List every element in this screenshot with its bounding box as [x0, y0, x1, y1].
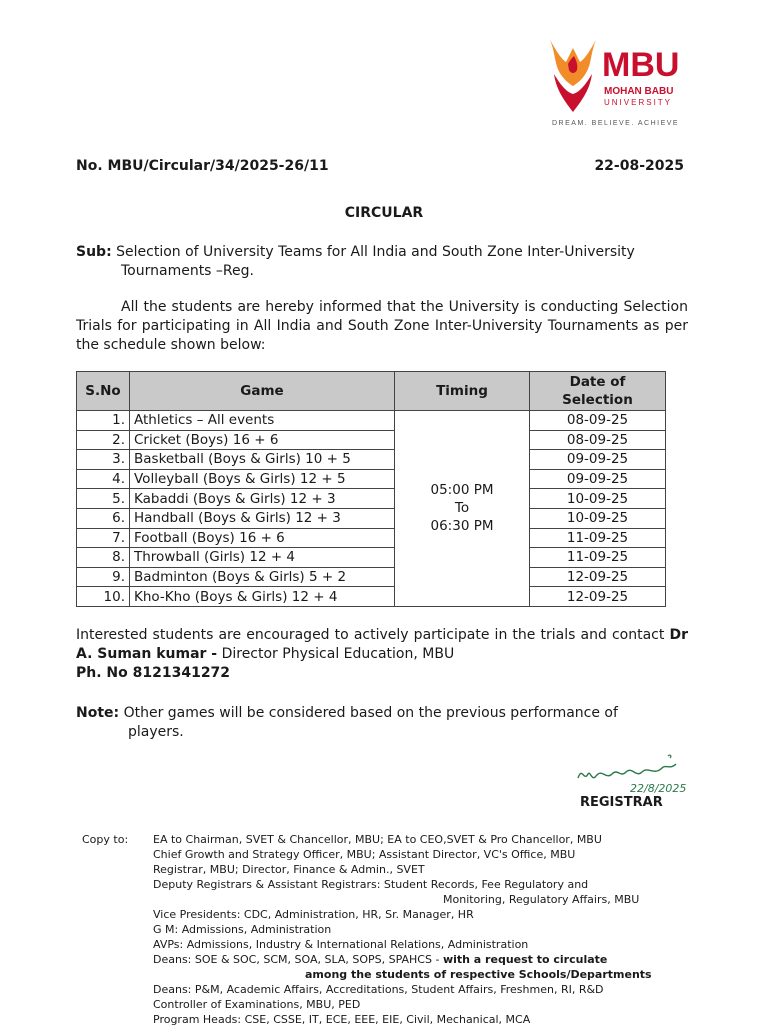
row-date: 08-09-25 [530, 411, 666, 431]
row-game: Kho-Kho (Boys & Girls) 12 + 4 [130, 587, 395, 607]
table-row [77, 508, 666, 528]
row-sno: 4. [77, 469, 130, 489]
table-row [77, 528, 666, 548]
table-row [77, 548, 666, 568]
list-item: G M: Admissions, Administration [153, 923, 332, 936]
subject-line2: Tournaments –Reg. [121, 263, 254, 279]
header-date-line2: Selection [562, 392, 633, 408]
header-timing: Timing [395, 372, 530, 411]
list-item-emphasis: with a request to circulate [442, 953, 608, 966]
row-sno: 3. [77, 450, 130, 470]
list-item: Vice Presidents: CDC, Administration, HR, Sr. Manager, HR [153, 908, 474, 921]
row-game: Badminton (Boys & Girls) 5 + 2 [130, 567, 395, 587]
row-date: 09-09-25 [530, 469, 666, 489]
timing-cell [395, 411, 530, 607]
signature-date: 22/8/2025 [630, 782, 687, 795]
phoenix-emblem-icon [546, 36, 600, 116]
list-item-text: Deans: SOE & SOC, SCM, SOA, SLA, SOPS, SPAHCS - [153, 953, 440, 966]
row-sno: 6. [77, 508, 130, 528]
header-sno: S.No [77, 372, 130, 411]
timing-to: To [454, 500, 470, 517]
logo-line1: MOHAN BABU [604, 86, 674, 97]
row-date: 09-09-25 [530, 450, 666, 470]
row-sno: 9. [77, 567, 130, 587]
intro-paragraph: All the students are hereby informed that the University is conducting Selection Trials for participating in All India and South Zone Inter-University Tournaments as per the schedule shown below: [76, 299, 688, 353]
list-item: AVPs: Admissions, Industry & International Relations, Administration [153, 938, 529, 951]
table-row [77, 430, 666, 450]
row-date: 10-09-25 [530, 508, 666, 528]
table-row [77, 567, 666, 587]
row-sno: 1. [77, 411, 130, 431]
contact-text2: Director Physical Education, MBU [221, 646, 455, 662]
registrar-designation: REGISTRAR [580, 795, 663, 810]
page-title: CIRCULAR [344, 205, 424, 221]
contact-name: Dr A. Suman kumar - [76, 627, 688, 662]
list-item: Controller of Examinations, MBU, PED [153, 998, 361, 1011]
table-row [77, 450, 666, 470]
row-game: Throwball (Girls) 12 + 4 [130, 548, 395, 568]
row-game: Volleyball (Boys & Girls) 12 + 5 [130, 469, 395, 489]
subject [76, 243, 696, 281]
row-game: Kabaddi (Boys & Girls) 12 + 3 [130, 489, 395, 509]
contact-paragraph [76, 626, 688, 683]
list-item: Deans: P&M, Academic Affairs, Accreditations, Student Affairs, Freshmen, RI, R&D [153, 983, 604, 996]
timing-end: 06:30 PM [430, 518, 494, 535]
row-date: 10-09-25 [530, 489, 666, 509]
registrar-signature-icon [572, 752, 692, 796]
row-game: Basketball (Boys & Girls) 10 + 5 [130, 450, 395, 470]
row-date: 12-09-25 [530, 567, 666, 587]
row-sno: 10. [77, 587, 130, 607]
copy-to-list [153, 832, 693, 1027]
list-item: EA to Chairman, SVET & Chancellor, MBU; EA to CEO,SVET & Pro Chancellor, MBU [153, 833, 602, 846]
row-sno: 5. [77, 489, 130, 509]
logo-line2: UNIVERSITY [604, 98, 673, 107]
list-item: among the students of respective Schools/Departments [305, 968, 652, 981]
schedule-table [76, 371, 666, 607]
row-date: 08-09-25 [530, 430, 666, 450]
row-date: 12-09-25 [530, 587, 666, 607]
table-row [77, 411, 666, 431]
circular-number: No. MBU/Circular/34/2025-26/11 [76, 158, 329, 174]
logo-name: MBU [602, 46, 680, 84]
table-row [77, 469, 666, 489]
note [76, 704, 688, 742]
note-label: Note: [76, 705, 120, 721]
timing-start: 05:00 PM [430, 482, 494, 499]
list-item: Deputy Registrars & Assistant Registrars: Student Records, Fee Regulatory and [153, 878, 589, 891]
row-sno: 8. [77, 548, 130, 568]
list-item [153, 952, 693, 967]
header-date-line1: Date of [569, 374, 626, 390]
table-row [77, 587, 666, 607]
row-game: Cricket (Boys) 16 + 6 [130, 430, 395, 450]
row-sno: 2. [77, 430, 130, 450]
list-item: Chief Growth and Strategy Officer, MBU; Assistant Director, VC's Office, MBU [153, 848, 576, 861]
row-sno: 7. [77, 528, 130, 548]
row-game: Football (Boys) 16 + 6 [130, 528, 395, 548]
copy-to-label: Copy to: [82, 833, 129, 846]
table-row [77, 489, 666, 509]
row-game: Athletics – All events [130, 411, 395, 431]
row-game: Handball (Boys & Girls) 12 + 3 [130, 508, 395, 528]
table-header-row [77, 372, 666, 411]
header-date [530, 372, 666, 411]
subject-line1: Selection of University Teams for All India and South Zone Inter-University [116, 244, 635, 260]
note-line2: players. [128, 724, 184, 740]
row-date: 11-09-25 [530, 548, 666, 568]
contact-phone: Ph. No 8121341272 [76, 665, 231, 681]
logo-tagline: DREAM. BELIEVE. ACHIEVE [552, 120, 680, 127]
list-item: Program Heads: CSE, CSSE, IT, ECE, EEE, EIE, Civil, Mechanical, MCA [153, 1013, 531, 1026]
row-date: 11-09-25 [530, 528, 666, 548]
mbu-logo [546, 36, 692, 132]
list-item: Monitoring, Regulatory Affairs, MBU [443, 893, 640, 906]
contact-text1: Interested students are encouraged to actively participate in the trials and contact [76, 627, 665, 643]
note-line1: Other games will be considered based on the previous performance of [123, 705, 618, 721]
circular-date: 22-08-2025 [594, 158, 684, 174]
subject-label: Sub: [76, 244, 112, 260]
header-game: Game [130, 372, 395, 411]
list-item: Registrar, MBU; Director, Finance & Admin., SVET [153, 863, 425, 876]
